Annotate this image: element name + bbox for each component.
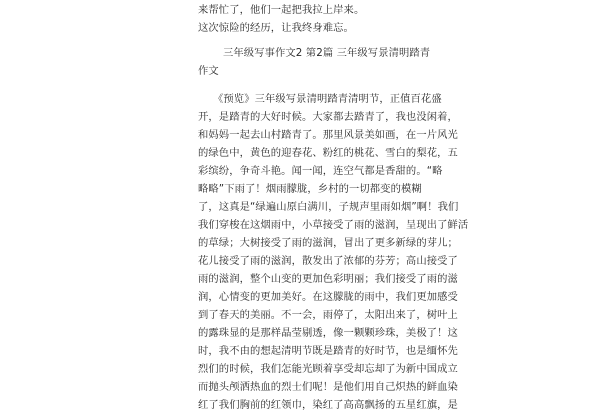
- paragraph-line: 的草绿；大树接受了雨的滋润，冒出了更多新绿的芽儿；: [198, 237, 458, 249]
- paragraph-line: 的绿色中，黄色的迎春花、粉红的桃花、雪白的梨花，五: [198, 147, 458, 159]
- paragraph-line: 时，我不由的想起清明节既是踏青的好时节，也是缅怀先: [198, 345, 458, 357]
- paragraph-line: 我们穿梭在这烟雨中，小草接受了雨的滋润，呈现出了鲜活: [198, 219, 469, 231]
- paragraph-line: 而抛头颅洒热血的烈士们呢！是他们用自己炽热的鲜血染: [198, 381, 458, 393]
- paragraph-line: 雨的滋润，整个山变的更加色彩明丽；我们接受了雨的滋: [198, 273, 458, 285]
- paragraph-line: 和妈妈一起去山村踏青了。那里风景美如画，在一片风光: [198, 129, 458, 141]
- essay-heading: 三年级写事作文2 第2篇 三年级写景清明踏青: [223, 47, 431, 59]
- paragraph-line: 了，这真是“绿遍山原白满川，子规声里雨如烟”啊！我们: [198, 201, 459, 213]
- paragraph-line: 花儿接受了雨的滋润，散发出了浓郁的芬芳；高山接受了: [198, 255, 458, 267]
- intro-line-1: 来帮忙了，他们一起把我拉上岸来。: [198, 4, 365, 16]
- paragraph-line: 润，心情变的更加美好。在这朦胧的雨中，我们更加感受: [198, 291, 458, 303]
- paragraph-line: 开，是踏青的大好时候。大家都去踏青了，我也没闲着，: [198, 111, 458, 123]
- paragraph-line: 红了我们胸前的红领巾，染红了高高飘扬的五星红旗，是: [198, 399, 458, 411]
- paragraph-line: 彩缤纷，争奇斗艳。闻一闻，连空气都是香甜的。“略: [198, 165, 443, 177]
- essay-heading-continued: 作文: [198, 65, 219, 77]
- paragraph-line: 《预览》三年级写景清明踏青清明节，正值百花盛: [213, 93, 442, 105]
- paragraph-line: 略略”下雨了！烟雨朦胧，乡村的一切都变的模糊: [198, 183, 422, 195]
- paragraph-line: 的露珠显的是那样晶莹剔透，像一颗颗珍珠，美极了！这: [198, 327, 458, 339]
- paragraph-line: 到了春天的美丽。不一会，雨停了，太阳出来了，树叶上: [198, 309, 458, 321]
- intro-line-2: 这次惊险的经历，让我终身难忘。: [198, 22, 354, 34]
- paragraph-line: 烈们的时候，我们怎能光顾着享受却忘却了为新中国成立: [198, 363, 458, 375]
